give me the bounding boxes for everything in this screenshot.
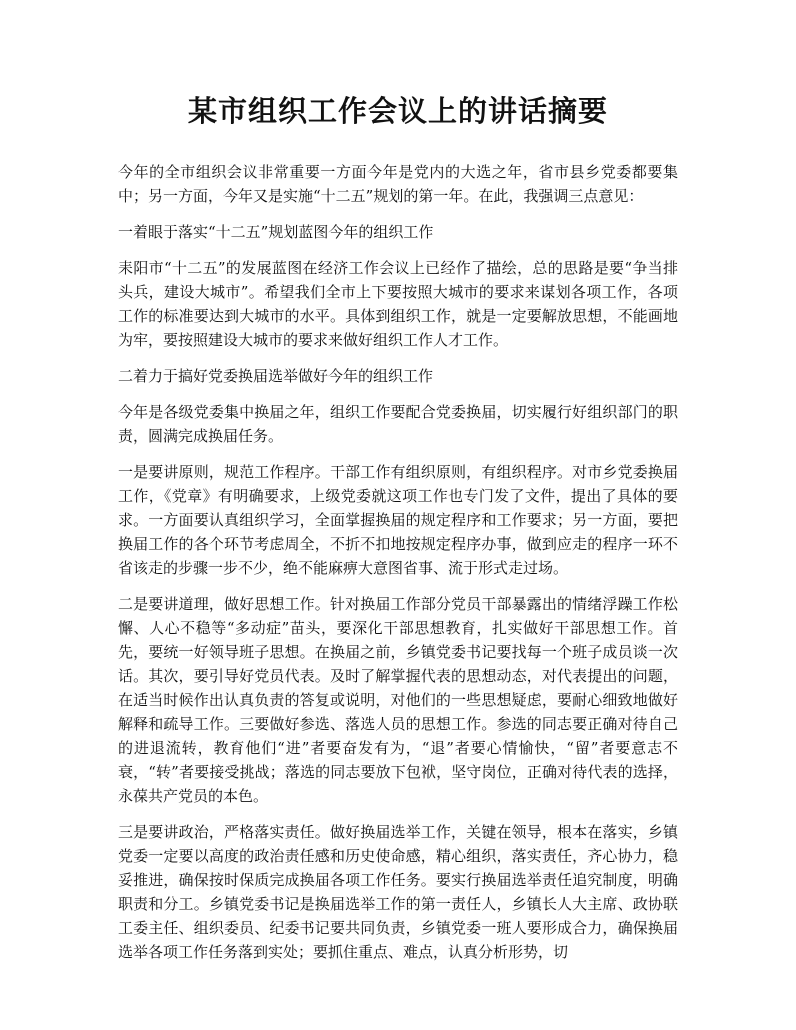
point-three-paragraph: 三是要讲政治，严格落实责任。做好换届选举工作，关键在领导，根本在落实，乡镇党委一定要以高度的政治责任感和历史使命感，精心组织，落实责任，齐心协力，稳妥推进，确保按时保质完成换届各项工作任务。要实行换届选举责任追究制度，明确职责和分工。乡镇党委书记是换届选举工作的第一责任人，乡镇长人大主席、政协联工委主任、组织委员、纪委书记要共同负责，乡镇党委一班人要形成合力，确保换届选举各项工作任务落到实处；要抓住重点、难点，认真分析形势，切 — [118, 823, 678, 961]
document-title: 某市组织工作会议上的讲话摘要 — [187, 94, 608, 128]
point-two-paragraph: 二是要讲道理，做好思想工作。针对换届工作部分党员干部暴露出的情绪浮躁工作松懈、人心不稳等“多动症”苗头，要深化干部思想教育，扎实做好干部思想工作。首先，要统一好领导班子思想。在换届之前，乡镇党委书记要找每一个班子成员谈一次话。其次，要引导好党员代表。及时了解掌握代表的思想动态，对代表提出的问题，在适当时候作出认真负责的答复或说明，对他们的一些思想疑虑，要耐心细致地做好解释和疏导工作。三要做好参选、落选人员的思想工作。参选的同志要正确对待自己的进退流转，教育他们“进”者要奋发有为，“退”者要心情愉快，“留”者要意志不衰，“转”者要接受挑战；落选的同志要放下包袱，坚守岗位，正确对待代表的选择，永葆共产党员的本色。 — [118, 595, 678, 805]
section-heading-1: 一着眼于落实“十二五”规划蓝图今年的组织工作 — [118, 223, 434, 241]
section-1-paragraph: 耒阳市“十二五”的发展蓝图在经济工作会议上已经作了描绘，总的思路是要“争当排头兵，建设大城市”。希望我们全市上下要按照大城市的要求来谋划各项工作，各项工作的标准要达到大城市的水平。具体到组织工作，就是一定要解放思想，不能画地为牢，要按照建设大城市的要求来做好组织工作人才工作。 — [118, 259, 678, 349]
section-heading-2: 二着力于搞好党委换届选举做好今年的组织工作 — [118, 367, 434, 385]
intro-paragraph: 今年的全市组织会议非常重要一方面今年是党内的大选之年，省市县乡党委都要集中；另一方面，今年又是实施“十二五”规划的第一年。在此，我强调三点意见： — [118, 163, 678, 205]
section-2-intro-paragraph: 今年是各级党委集中换届之年，组织工作要配合党委换届，切实履行好组织部门的职责，圆满完成换届任务。 — [118, 403, 678, 445]
point-one-paragraph: 一是要讲原则，规范工作程序。干部工作有组织原则，有组织程序。对市乡党委换届工作，《党章》有明确要求，上级党委就这项工作也专门发了文件，提出了具体的要求。一方面要认真组织学习，全面掌握换届的规定程序和工作要求；另一方面，要把换届工作的各个环节考虑周全，不折不扣地按规定程序办事，做到应走的程序一环不省该走的步骤一步不少，绝不能麻痹大意图省事、流于形式走过场。 — [118, 463, 678, 577]
